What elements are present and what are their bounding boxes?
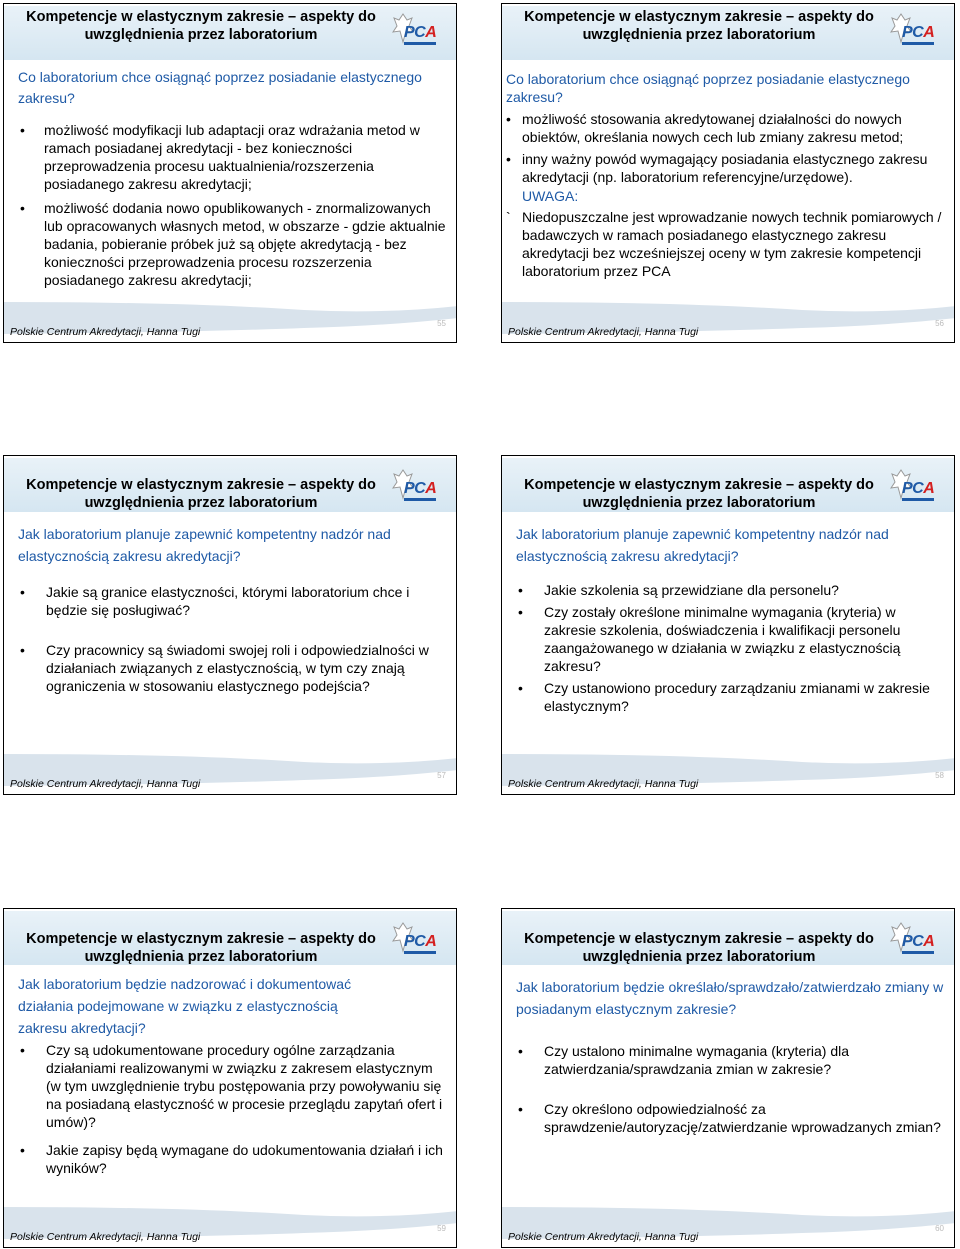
page-number: 56 bbox=[935, 319, 944, 328]
pca-logo: PCA bbox=[392, 921, 438, 961]
pca-logo: PCA bbox=[890, 468, 936, 508]
page-number: 60 bbox=[935, 1224, 944, 1233]
list-item: • Jakie są granice elastyczności, którymi laboratorium chce i będzie się posługiwać? bbox=[20, 584, 410, 618]
pca-logo: PCA bbox=[890, 921, 936, 961]
page-number: 59 bbox=[437, 1224, 446, 1233]
pca-logo: PCA bbox=[392, 468, 438, 508]
page-number: 58 bbox=[935, 771, 944, 780]
slide-title: Kompetencje w elastycznym zakresie – aspekty do uwzględnienia przez laboratorium bbox=[524, 9, 874, 43]
slide-60 bbox=[501, 908, 955, 1248]
list-item: • Czy określono odpowiedzialność za sprawdzenie/autoryzację/zatwierdzanie wprowadzanych zmian? bbox=[518, 1101, 941, 1135]
list-item: • możliwość modyfikacji lub adaptacji oraz wdrażania metod w ramach posiadanej akredytacji - bez konieczności przeprowadzenia procesu uaktualnienia/rozszerzenia posiadanego zakresu akredytacji; bbox=[20, 122, 420, 192]
slide-lead: Co laboratorium chce osiągnąć poprzez posiadanie elastycznego zakresu? bbox=[18, 69, 422, 106]
list-item: • Jakie szkolenia są przewidziane dla personelu? bbox=[518, 582, 839, 598]
footer-text: Polskie Centrum Akredytacji, Hanna Tugi bbox=[508, 326, 699, 338]
list-item: • możliwość stosowania akredytowanej działalności do nowych obiektów, określania nowych cech lub zmiany zakresu metod; bbox=[506, 111, 904, 145]
footer-text: Polskie Centrum Akredytacji, Hanna Tugi bbox=[508, 778, 699, 790]
list-item: • Czy ustalono minimalne wymagania (kryteria) dla zatwierdzania/sprawdzania zmian w zakresie? bbox=[518, 1043, 850, 1077]
page-number: 55 bbox=[437, 319, 446, 328]
page-number: 57 bbox=[437, 771, 446, 780]
slide-58 bbox=[501, 455, 955, 795]
slide-lead: Jak laboratorium planuje zapewnić kompetentny nadzór nad elastycznością zakresu akredytacji? bbox=[516, 526, 889, 564]
list-item: • inny ważny powód wymagający posiadania elastycznego zakresu akredytacji (np. laboratorium referencyjne/urzędowe). bbox=[506, 151, 928, 185]
list-item: • Czy ustanowiono procedury zarządzaniu zmianami w zakresie elastycznym? bbox=[518, 680, 930, 714]
footer-text: Polskie Centrum Akredytacji, Hanna Tugi bbox=[10, 778, 201, 790]
slide-title: Kompetencje w elastycznym zakresie – aspekty do uwzględnienia przez laboratorium bbox=[26, 9, 376, 43]
list-item: • możliwość dodania nowo opublikowanych - znormalizowanych lub opracowanych własnych metod, w obszarze - gdzie aktualnie badania, pobieranie próbek już są objęte akredytacją - bez konieczności przeprowadzenia procesu rozszerzenia posiadanego zakresu akredytacji; bbox=[20, 200, 446, 288]
footer-text: Polskie Centrum Akredytacji, Hanna Tugi bbox=[508, 1231, 699, 1243]
pca-logo: PCA bbox=[392, 12, 438, 52]
footer-text: Polskie Centrum Akredytacji, Hanna Tugi bbox=[10, 1231, 201, 1243]
footer-text: Polskie Centrum Akredytacji, Hanna Tugi bbox=[10, 326, 201, 338]
slide-55 bbox=[3, 3, 457, 343]
note-title: UWAGA: bbox=[522, 188, 579, 204]
slide-lead: Jak laboratorium planuje zapewnić kompetentny nadzór nad elastycznością zakresu akredytacji? bbox=[18, 526, 391, 564]
slide-title: Kompetencje w elastycznym zakresie – aspekty do uwzględnienia przez laboratorium bbox=[524, 477, 874, 511]
pca-logo: PCA bbox=[890, 12, 936, 52]
list-item: • Czy zostały określone minimalne wymagania (kryteria) w zakresie szkolenia, doświadczenia i kwalifikacji personelu zaangażowanego w działania w związku z elastycznością zakresu? bbox=[518, 604, 901, 674]
slide-57 bbox=[3, 455, 457, 795]
slide-lead: Jak laboratorium będzie określało/sprawdzało/zatwierdzało zmiany w posiadanym elastycznym zakresie? bbox=[516, 979, 944, 1017]
slide-title: Kompetencje w elastycznym zakresie – aspekty do uwzględnienia przez laboratorium bbox=[26, 931, 376, 965]
slide-title: Kompetencje w elastycznym zakresie – aspekty do uwzględnienia przez laboratorium bbox=[524, 931, 874, 965]
slide-title: Kompetencje w elastycznym zakresie – aspekty do uwzględnienia przez laboratorium bbox=[26, 477, 376, 511]
slide-56 bbox=[501, 3, 955, 343]
list-item: • Czy pracownicy są świadomi swojej roli i odpowiedzialności w działaniach związanych z elastycznością, w tym czy znają ograniczenia w stosowaniu elastycznego podejścia? bbox=[20, 642, 429, 694]
slide-lead: Jak laboratorium będzie nadzorować i dokumentować działania podejmowane w związku z elastycznością zakresu akredytacji? bbox=[18, 976, 352, 1036]
slide-lead: Co laboratorium chce osiągnąć poprzez posiadanie elastycznego zakresu? bbox=[506, 71, 910, 105]
list-item: • Czy są udokumentowane procedury ogólne zarządzania działaniami realizowanymi w związku z zakresem elastycznym (w tym uwzględnienie trybu postępowania przy powoływaniu się na posiadaną elastyczność w procesie przeglądu zapytań ofert i umów)? bbox=[20, 1042, 443, 1130]
note-item: ` Niedopuszczalne jest wprowadzanie nowych technik pomiarowych / badawczych w ramach posiadanego elastycznego zakresu akredytacji bez wcześniejszej oceny w tym zakresie kompetencji laboratorium przez PCA bbox=[506, 209, 942, 279]
slide-59 bbox=[3, 908, 457, 1248]
list-item: • Jakie zapisy będą wymagane do udokumentowania działań i ich wyników? bbox=[20, 1142, 443, 1176]
